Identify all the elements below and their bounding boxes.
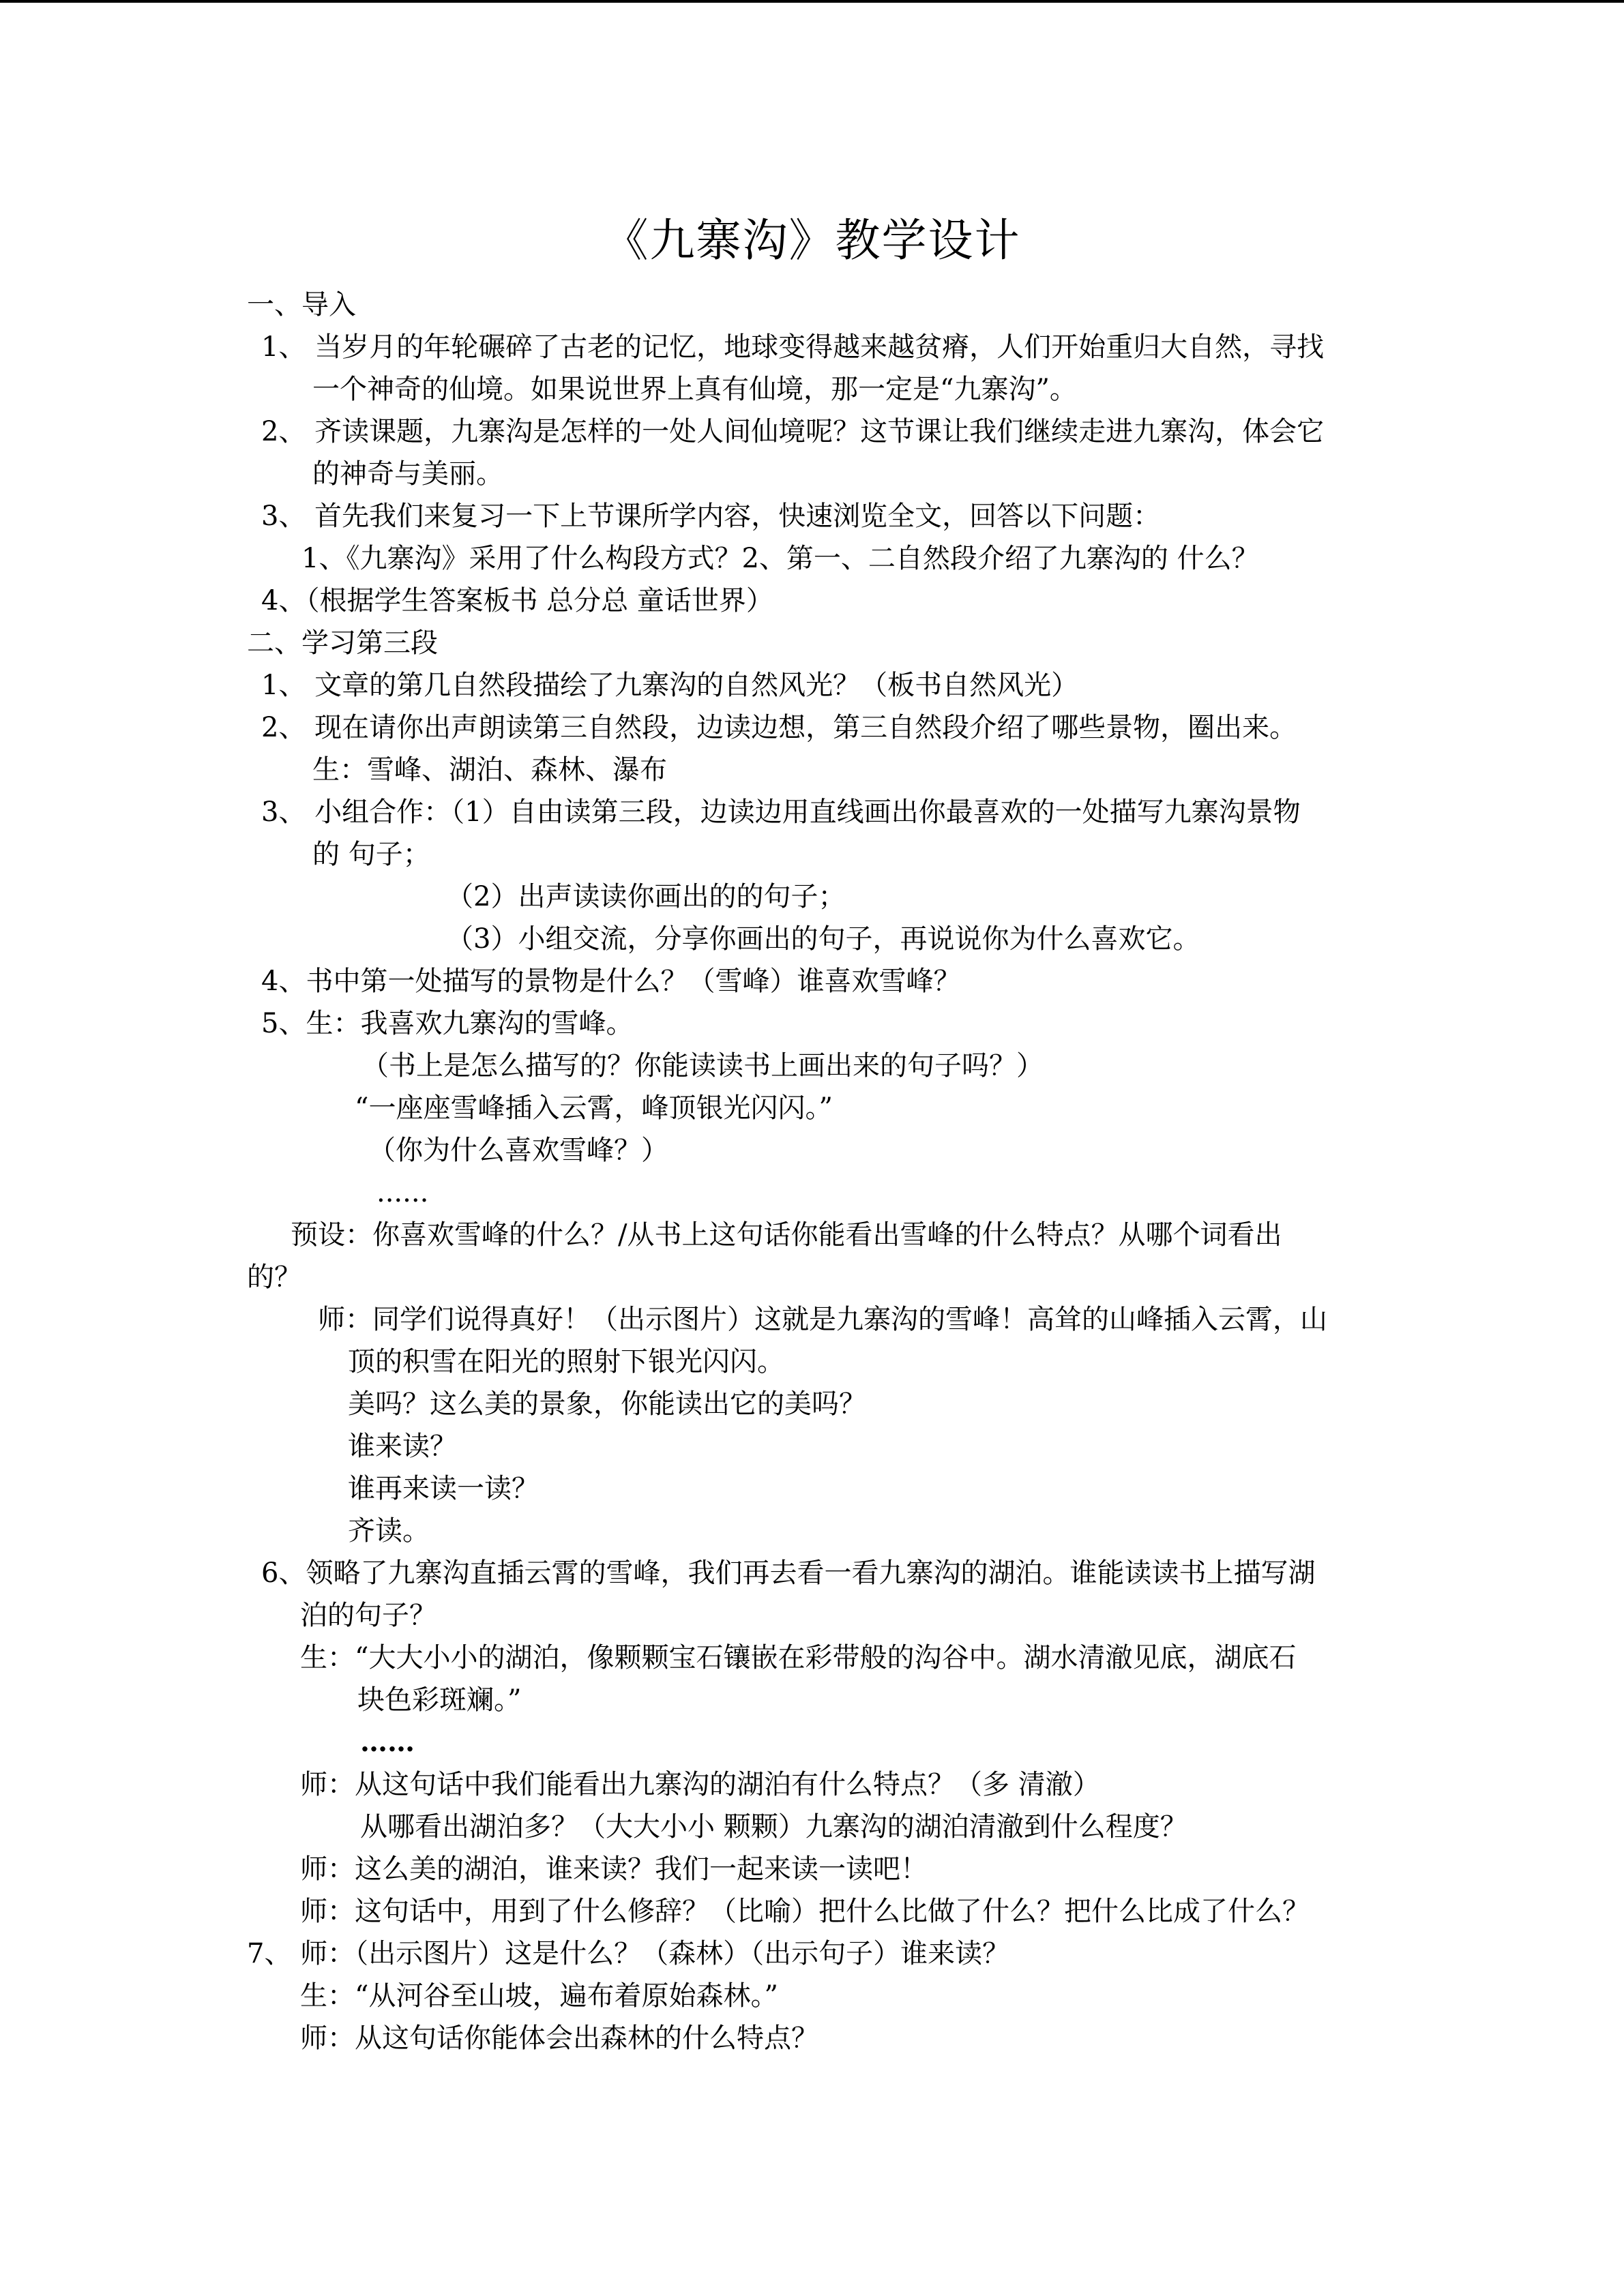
paragraph-line: 的神奇与美丽。 (312, 458, 503, 490)
paragraph-line: 师：从这句话你能体会出森林的什么特点？ (300, 2023, 818, 2054)
paragraph-line: （2）出声读读你画出的的句子； (446, 881, 846, 912)
paragraph-line: 预设：你喜欢雪峰的什么？/从书上这句话你能看出雪峰的什么特点？从哪个词看出 (291, 1219, 1282, 1251)
paragraph-line: 师：这句话中，用到了什么修辞？（比喻）把什么比做了什么？把什么比成了什么？ (300, 1896, 1310, 1927)
paragraph-line: 从哪看出湖泊多？（大大小小 颗颗）九寨沟的湖泊清澈到什么程度？ (360, 1811, 1187, 1843)
page-top-border (0, 0, 1624, 3)
paragraph-line: 的？ (247, 1262, 301, 1293)
paragraph-line: 3、 小组合作：（1）自由读第三段，边读边用直线画出你最喜欢的一处描写九寨沟景物 (261, 796, 1301, 828)
paragraph-line: 块色彩斑斓。” (357, 1684, 522, 1716)
paragraph-line: 2、 现在请你出声朗读第三自然段，边读边想，第三自然段介绍了哪些景物，圈出来。 (261, 712, 1297, 743)
paragraph-line: 生：“从河谷至山坡，遍布着原始森林。” (300, 1980, 778, 2012)
paragraph-line: 师：从这句话中我们能看出九寨沟的湖泊有什么特点？（多 清澈） (300, 1769, 1100, 1800)
paragraph-line: 3、 首先我们来复习一下上节课所学内容，快速浏览全文，回答以下问题： (261, 501, 1161, 532)
paragraph-line: 美吗？这么美的景象，你能读出它的美吗？ (348, 1388, 866, 1420)
paragraph-line: 6、领略了九寨沟直插云霄的雪峰，我们再去看一看九寨沟的湖泊。谁能读读书上描写湖 (261, 1557, 1316, 1589)
paragraph-line: 师：同学们说得真好！（出示图片）这就是九寨沟的雪峰！高耸的山峰插入云霄，山 (318, 1304, 1327, 1335)
paragraph-line: （书上是怎么描写的？你能读读书上画出来的句子吗？） (361, 1050, 1044, 1082)
paragraph-line: 顶的积雪在阳光的照射下银光闪闪。 (348, 1346, 784, 1377)
paragraph-line: 谁再来读一读？ (348, 1473, 539, 1504)
paragraph-line: 7、 师：（出示图片）这是什么？（森林）（出示句子）谁来读？ (247, 1938, 1010, 1969)
paragraph-line: 1、《九寨沟》采用了什么构段方式？2、第一、二自然段介绍了九寨沟的 什么？ (301, 543, 1259, 574)
paragraph-line: 泊的句子？ (300, 1600, 437, 1631)
paragraph-line: 谁来读？ (348, 1431, 457, 1462)
paragraph-line: 4、书中第一处描写的景物是什么？（雪峰）谁喜欢雪峰？ (261, 966, 961, 997)
paragraph-line: 的 句子； (312, 839, 430, 870)
paragraph-line: 齐读。 (348, 1515, 430, 1547)
paragraph-line: （你为什么喜欢雪峰？） (368, 1135, 668, 1166)
paragraph-line: 2、 齐读课题，九寨沟是怎样的一处人间仙境呢？这节课让我们继续走进九寨沟，体会它 (261, 416, 1325, 447)
ellipsis: …… (360, 1726, 415, 1758)
paragraph-line: （3）小组交流，分享你画出的句子，再说说你为什么喜欢它。 (446, 923, 1200, 955)
paragraph-line: 师：这么美的湖泊，谁来读？我们一起来读一读吧！ (300, 1853, 928, 1885)
quote-line: “一座座雪峰插入云霄，峰顶银光闪闪。” (355, 1092, 833, 1124)
ellipsis: ...... (377, 1177, 429, 1208)
section-heading-part-three: 二、学习第三段 (247, 627, 438, 659)
paragraph-line: 生：“大大小小的湖泊，像颗颗宝石镶嵌在彩带般的沟谷中。湖水清澈见底，湖底石 (300, 1642, 1297, 1673)
document-title: 《九寨沟》教学设计 (603, 214, 1021, 267)
paragraph-line: 1、 当岁月的年轮碾碎了古老的记忆，地球变得越来越贫瘠，人们开始重归大自然，寻找 (261, 331, 1325, 363)
section-heading-intro: 一、导入 (247, 289, 356, 320)
paragraph-line: 一个神奇的仙境。如果说世界上真有仙境，那一定是“九寨沟”。 (312, 374, 1077, 405)
paragraph-line: 生：雪峰、湖泊、森林、瀑布 (312, 754, 667, 786)
paragraph-line: 4、（根据学生答案板书 总分总 童话世界） (261, 585, 773, 616)
paragraph-line: 1、 文章的第几自然段描绘了九寨沟的自然风光？（板书自然风光） (261, 670, 1079, 701)
paragraph-line: 5、生：我喜欢九寨沟的雪峰。 (261, 1008, 634, 1039)
